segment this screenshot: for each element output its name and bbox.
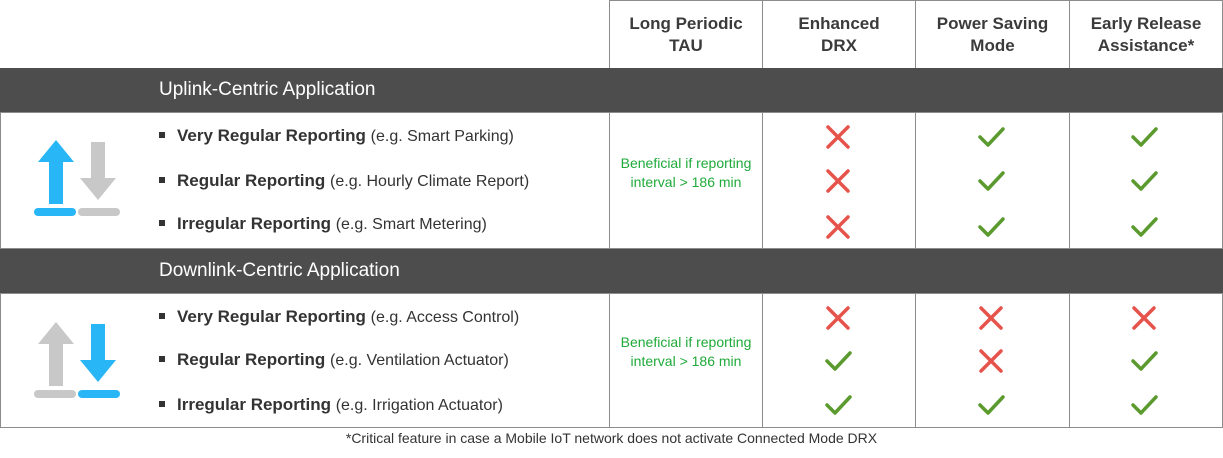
- check-icon: [823, 390, 853, 420]
- check-icon: [1129, 346, 1159, 376]
- column-header-early-release-assistance: [1069, 0, 1223, 68]
- list-item: [159, 307, 519, 327]
- check-icon: [976, 212, 1006, 242]
- list-item: [159, 171, 529, 191]
- section-title: Downlink-Centric Application: [159, 260, 400, 281]
- list-item: [159, 350, 509, 370]
- list-item: [159, 126, 514, 146]
- uplink-arrows-icon: [32, 136, 122, 220]
- column-divider: [762, 294, 763, 427]
- column-header-enhanced-drx: [762, 0, 915, 68]
- reporting-type: Irregular Reporting: [177, 395, 331, 414]
- cross-icon: [1129, 303, 1159, 333]
- check-icon: [976, 166, 1006, 196]
- bullet-icon: [159, 401, 165, 407]
- column-divider: [1069, 113, 1070, 248]
- cross-icon: [823, 122, 853, 152]
- check-icon: [1129, 212, 1159, 242]
- reporting-example: (e.g. Access Control): [370, 309, 520, 326]
- bullet-icon: [159, 313, 165, 319]
- column-divider: [915, 113, 916, 248]
- reporting-example: (e.g. Irrigation Actuator): [335, 397, 503, 414]
- reporting-type: Regular Reporting: [177, 171, 326, 190]
- section-title: Uplink-Centric Application: [159, 79, 376, 100]
- cross-icon: [976, 346, 1006, 376]
- downlink-arrows-icon: [32, 318, 122, 402]
- reporting-example: (e.g. Ventilation Actuator): [330, 352, 509, 369]
- column-header-label: Early Release Assistance*: [1090, 13, 1202, 55]
- reporting-type: Regular Reporting: [177, 350, 326, 369]
- column-divider: [762, 113, 763, 248]
- check-icon: [823, 346, 853, 376]
- list-item: [159, 214, 487, 234]
- reporting-example: (e.g. Smart Metering): [335, 216, 487, 233]
- bullet-icon: [159, 220, 165, 226]
- check-icon: [1129, 122, 1159, 152]
- reporting-example: (e.g. Smart Parking): [370, 128, 514, 145]
- cross-icon: [823, 212, 853, 242]
- reporting-type: Very Regular Reporting: [177, 307, 366, 326]
- column-divider: [915, 294, 916, 427]
- check-icon: [1129, 390, 1159, 420]
- bullet-icon: [159, 132, 165, 138]
- benefit-note: Beneficial if reporting interval > 186 min: [620, 334, 752, 369]
- benefit-note: Beneficial if reporting interval > 186 min: [620, 155, 752, 190]
- bullet-icon: [159, 177, 165, 183]
- cross-icon: [976, 303, 1006, 333]
- cross-icon: [823, 303, 853, 333]
- cross-icon: [823, 166, 853, 196]
- reporting-type: Irregular Reporting: [177, 214, 331, 233]
- column-header-label: Long Periodic TAU: [629, 13, 743, 55]
- section-bar-uplink: [0, 68, 1223, 112]
- check-icon: [1129, 166, 1159, 196]
- column-header-label: Power Saving Mode: [936, 13, 1049, 55]
- bullet-icon: [159, 356, 165, 362]
- column-divider: [1069, 294, 1070, 427]
- reporting-example: (e.g. Hourly Climate Report): [330, 173, 530, 190]
- column-header-power-saving-mode: [915, 0, 1069, 68]
- footnote: *Critical feature in case a Mobile IoT network does not activate Connected Mode DRX: [345, 430, 878, 446]
- check-icon: [976, 390, 1006, 420]
- check-icon: [976, 122, 1006, 152]
- list-item: [159, 395, 503, 415]
- section-bar-downlink: [0, 249, 1223, 293]
- column-header-long-periodic-tau: [609, 0, 762, 68]
- column-header-label: Enhanced DRX: [798, 13, 880, 55]
- reporting-type: Very Regular Reporting: [177, 126, 366, 145]
